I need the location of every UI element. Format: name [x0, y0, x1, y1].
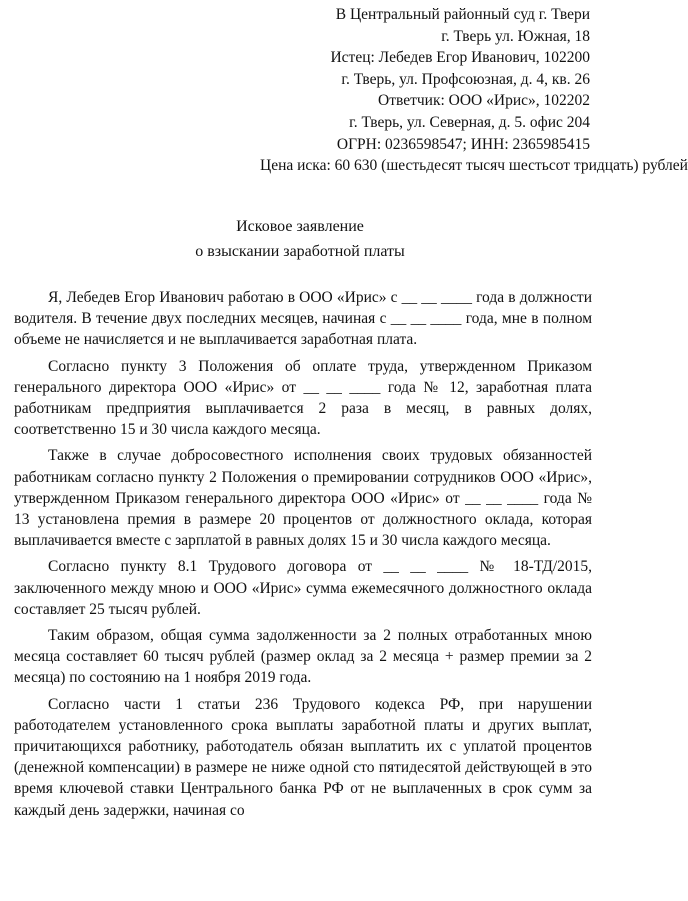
document-body: [14, 287, 592, 826]
paragraph: Таким образом, общая сумма задолженности за 2 полных отработанных мною месяца составляет 60 тысяч рублей (размер оклад за 2 месяца + размер премии за 2 месяца) по состоянию на 1 ноября 2019 года.: [14, 627, 592, 687]
claim-header: [260, 4, 688, 177]
header-court: В Центральный районный суд г. Твери: [335, 6, 590, 23]
header-plaintiff-address: г. Тверь, ул. Профсоюзная, д. 4, кв. 26: [341, 70, 590, 88]
paragraph: Согласно пункту 3 Положения об оплате труда, утвержденном Приказом генерального директора ООО «Ирис» от __ __ ____ года № 12, заработная плата работникам предприятия выплачивается 2 раза в месяц, в равных долях, соответственно 15 и 30 числа каждого месяца.: [14, 357, 592, 439]
paragraph: Согласно части 1 статьи 236 Трудового кодекса РФ, при нарушении работодателем установленного срока выплаты заработной платы и других выплат, причитающихся работнику, работодатель обязан выплатить их с уплатой процентов (денежной компенсации) в размере не ниже одной сто пятидесятой действующей в это время ключевой ставки Центрального банка РФ от не выплаченных в срок сумм за каждый день задержки, начиная со: [14, 695, 592, 819]
paragraph: Согласно пункту 8.1 Трудового договора от __ __ ____ № 18-ТД/2015, заключенного между мною и ООО «Ирис» сумма ежемесячного должностного оклада составляет 25 тысяч рублей.: [14, 558, 592, 618]
header-defendant: Ответчик: ООО «Ирис», 102202: [378, 92, 590, 110]
header-defendant-address: г. Тверь, ул. Северная, д. 5. офис 204: [349, 113, 590, 131]
paragraph: Также в случае добросовестного исполнения своих трудовых обязанностей работникам согласно пункту 2 Положения о премировании сотрудников ООО «Ирис», утвержденном Приказом генерального директора ООО «Ирис» от __ __ ____ года № 13 установлена премия в размере 20 процентов от должностного оклада, которая выплачивается вместе с зарплатой в равных долях 15 и 30 числа каждого месяца.: [14, 447, 592, 550]
header-plaintiff: Истец: Лебедев Егор Иванович, 102200: [330, 49, 590, 67]
paragraph: Я, Лебедев Егор Иванович работаю в ООО «Ирис» с __ __ ____ года в должности водителя. В течение двух последних месяцев, начиная с __ __ ____ года, мне в полном объеме не начисляется и не выплачивается заработная плата.: [14, 289, 592, 349]
document-title: [0, 214, 600, 264]
title-line-2: о взыскании заработной платы: [195, 243, 405, 260]
header-claim-price: Цена иска: 60 630 (шестьдесят тысяч шестьсот тридцать) рублей: [260, 157, 688, 175]
title-line-1: Исковое заявление: [236, 218, 364, 235]
header-court-address: г. Тверь ул. Южная, 18: [441, 27, 590, 45]
header-ogrn-inn: ОГРН: 0236598547; ИНН: 2365985415: [336, 135, 590, 153]
